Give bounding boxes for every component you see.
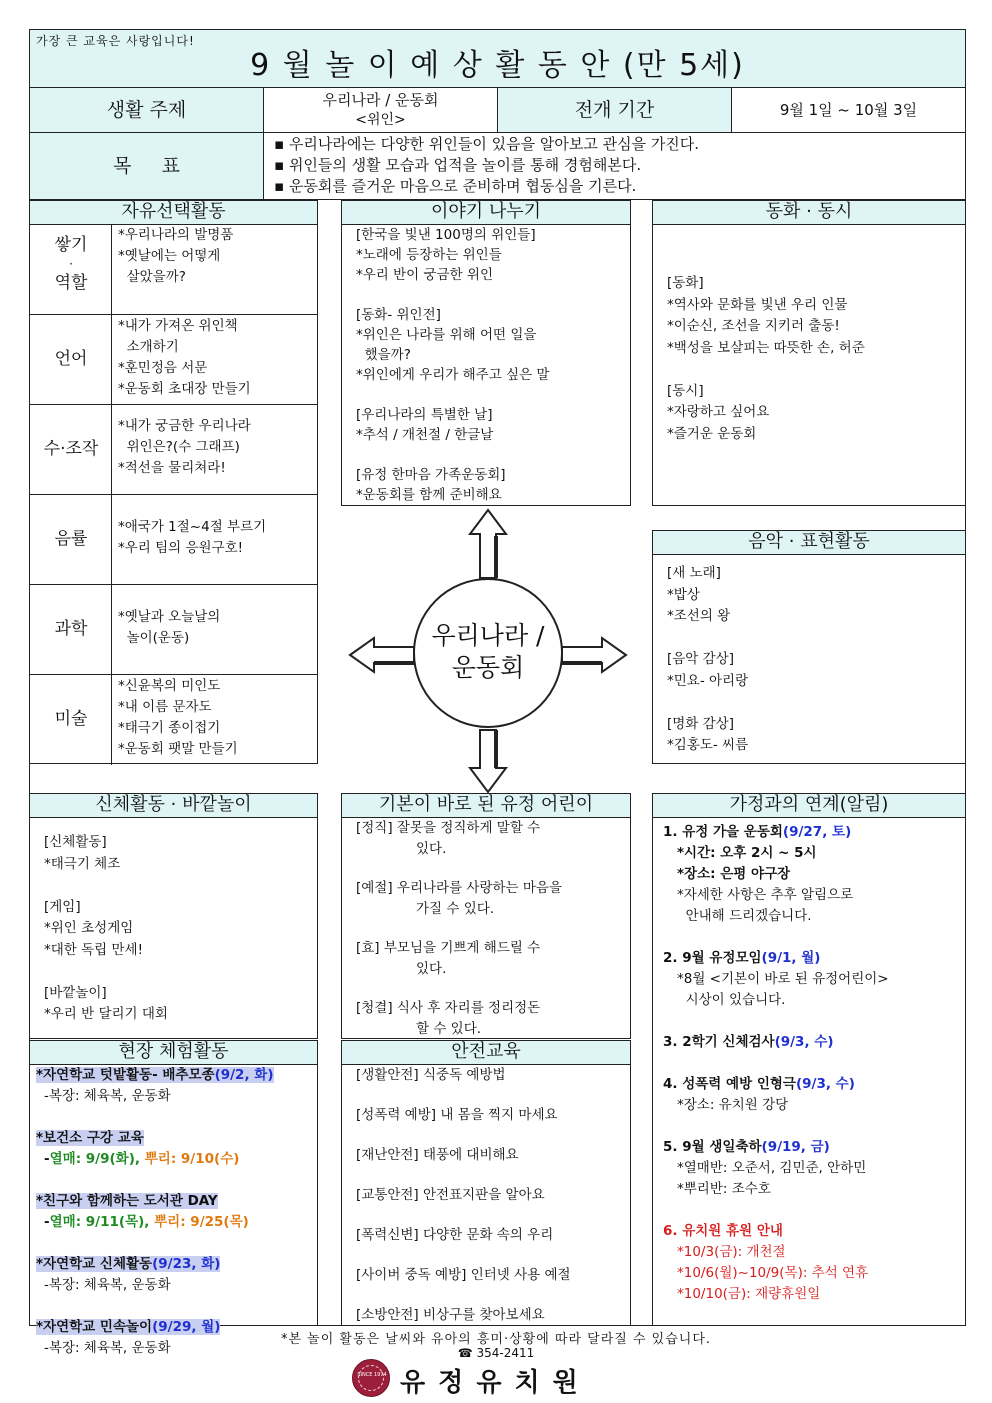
notice-5-date: (9/19, 금)	[761, 1139, 830, 1155]
list-item: *내 이름 문자도	[118, 699, 212, 715]
manner-text: 식사 후 자리를 정리정돈	[392, 1000, 541, 1016]
list-item: *김홍도- 씨름	[667, 737, 749, 753]
field-2-title: *보건소 구강 교육	[36, 1130, 144, 1146]
goal-list	[263, 132, 966, 200]
list-item: *추석 / 개천절 / 한글날	[356, 427, 494, 443]
safety-text: 다양한 문화 속의 우리	[418, 1227, 554, 1243]
area-label-science: 과학	[54, 619, 88, 639]
manner-text-cont: 있다.	[416, 841, 447, 857]
notice-1-note: *자세한 사항은 추후 알림으로	[677, 887, 854, 903]
spacer	[667, 692, 965, 714]
list-item: *운동회 팻말 만들기	[118, 741, 238, 757]
page-title: 9 월 놀 이 예 상 활 동 안 (만 5세)	[250, 48, 745, 83]
notice-4-date: (9/3, 수)	[795, 1076, 855, 1092]
field-item-3	[36, 1191, 317, 1212]
goal-item: ▪ 우리나라에는 다양한 위인들이 있음을 알아보고 관심을 가진다.	[274, 135, 700, 153]
theme-label: 생활 주제	[106, 99, 187, 121]
footer-note: *본 놀이 활동은 날씨와 유아의 흥미·상황에 따라 달라질 수 있습니다.	[280, 1332, 712, 1347]
area-items-blocks	[118, 225, 233, 288]
safety-tag: [성폭력 예방]	[356, 1107, 437, 1123]
goal-label: 목 표	[113, 155, 180, 177]
notice-1-date: (9/27, 토)	[782, 824, 852, 840]
area-items-music	[118, 517, 266, 559]
field-header	[29, 1040, 318, 1065]
field-2-note	[36, 1149, 317, 1170]
music-title: 음악 · 표현활동	[748, 531, 870, 552]
list-item: *밥상	[667, 586, 700, 603]
field-3-title: *친구와 함께하는 도서관 DAY	[36, 1193, 218, 1209]
notice-item-1	[663, 822, 965, 843]
list-item: *우리나라의 발명품	[118, 227, 234, 243]
spacer	[36, 1107, 317, 1128]
list-item: *태극기 체조	[44, 855, 121, 872]
notice-1-place: *장소: 은평 야구장	[677, 866, 791, 882]
field-item-2	[36, 1128, 317, 1149]
list-item: *내가 궁금한 우리나라	[118, 418, 251, 434]
list-item: *조선의 왕	[667, 608, 731, 624]
list-item: *애국가 1절~4절 부르기	[118, 519, 267, 535]
list-item: *백성을 보살피는 따뜻한 손, 허준	[667, 339, 865, 356]
manner-item	[356, 878, 630, 920]
notice-6-note-3: *10/10(금): 재량휴원일	[677, 1286, 821, 1302]
area-items-math	[118, 416, 251, 479]
notice-title: 가정과의 연계(알림)	[729, 794, 889, 815]
list-item: 살았을까?	[118, 269, 186, 285]
spacer	[663, 1011, 965, 1032]
manner-text-cont: 가질 수 있다.	[416, 901, 495, 917]
list-item: 했을까?	[356, 347, 411, 363]
field-3-yeolmae: 열매: 9/11(목),	[49, 1214, 150, 1230]
goal-text: 위인들의 생활 모습과 업적을 놀이를 통해 경험해본다.	[288, 156, 642, 174]
area-items-science	[118, 607, 220, 649]
area-items-language	[118, 316, 251, 400]
field-2-dash: -	[44, 1151, 50, 1167]
notice-1-note-2: 안내해 드리겠습니다.	[677, 908, 812, 924]
field-3-note	[36, 1212, 317, 1233]
notice-2-date: (9/1, 월)	[761, 950, 821, 966]
free-choice-header	[29, 200, 318, 225]
safety-tag: [폭력신변]	[356, 1227, 419, 1243]
notice-item-3	[663, 1032, 965, 1053]
manner-tag: [예절]	[356, 880, 393, 896]
theme-label-cell	[29, 87, 264, 133]
area-label-math: 수·조작	[43, 439, 99, 459]
safety-item	[356, 1065, 630, 1086]
theme-subvalue: <위인>	[355, 112, 406, 128]
arrow-left-icon	[348, 636, 416, 674]
notice-4-note: *장소: 유치원 강당	[677, 1097, 789, 1113]
notice-2-note-2: 시상이 있습니다.	[677, 992, 786, 1008]
spacer	[36, 1296, 317, 1317]
notice-3-date: (9/3, 수)	[774, 1034, 834, 1050]
list-item: *신윤복의 미인도	[118, 678, 221, 694]
field-title: 현장 체험활동	[118, 1041, 229, 1062]
goal-label-cell	[29, 132, 264, 200]
field-4-date: (9/23, 화)	[152, 1256, 221, 1272]
center-line-2: 운동회	[451, 653, 525, 682]
notice-item-5	[663, 1137, 965, 1158]
list-item: *우리 팀의 응원구호!	[118, 540, 244, 556]
section-heading: [동화- 위인전]	[356, 307, 441, 323]
spacer	[356, 445, 630, 465]
list-item: *훈민정음 서문	[118, 360, 208, 376]
manner-item	[356, 998, 630, 1040]
field-2-ppuri: 뿌리: 9/10(수)	[140, 1151, 240, 1167]
safety-title: 안전교육	[451, 1041, 521, 1062]
section-heading: [유정 한마음 가족운동회]	[356, 467, 506, 483]
section-heading: [게임]	[44, 898, 81, 915]
list-item: *태극기 종이접기	[118, 720, 221, 736]
list-item: *위인은 나라를 위해 어떤 일을	[356, 327, 537, 343]
field-1-date: (9/2, 화)	[214, 1067, 274, 1083]
list-item: 위인은?(수 그래프)	[118, 439, 240, 455]
list-item: *우리 반이 궁금한 위인	[356, 267, 493, 283]
story-header	[652, 200, 966, 225]
slogan: 가장 큰 교육은 사랑입니다!	[36, 34, 195, 48]
notice-4-title: 4. 성폭력 예방 인형극	[663, 1076, 796, 1092]
field-5-note: -복장: 체육복, 운동화	[44, 1340, 171, 1356]
logo-text: SINCE 1974	[357, 1372, 387, 1378]
section-heading: [음악 감상]	[667, 651, 734, 667]
list-item: *자랑하고 싶어요	[667, 404, 770, 420]
field-2-yeolmae: 열매: 9/9(화),	[49, 1151, 141, 1167]
notice-6-note-2: *10/6(월)~10/9(목): 추석 연휴	[677, 1265, 869, 1281]
safety-item	[356, 1145, 630, 1166]
period-label-cell	[497, 87, 732, 133]
list-item: *즐거운 운동회	[667, 425, 757, 442]
spacer	[44, 875, 317, 897]
goal-item: ▪ 운동회를 즐거운 마음으로 준비하며 협동심을 기른다.	[274, 177, 637, 195]
safety-text: 비상구를 찾아보세요	[418, 1307, 545, 1323]
safety-tag: [사이버 중독 예방]	[356, 1267, 467, 1283]
list-item: *노래에 등장하는 위인들	[356, 247, 502, 263]
list-item: *운동회를 함께 준비해요	[356, 487, 502, 503]
manner-tag: [청결]	[356, 1000, 393, 1016]
theme-value-cell	[263, 87, 498, 133]
section-heading: [명화 감상]	[667, 715, 734, 732]
school-logo	[352, 1359, 390, 1397]
list-item: *운동회 초대장 만들기	[118, 381, 251, 397]
period-label: 전개 기간	[574, 99, 655, 121]
manners-box	[341, 817, 631, 1039]
notice-1-title: 1. 유정 가을 운동회	[663, 824, 783, 840]
safety-text: 태풍에 대비해요	[418, 1147, 519, 1163]
field-item-4	[36, 1254, 317, 1275]
field-3-dash: -	[44, 1214, 50, 1230]
safety-item	[356, 1105, 630, 1126]
physical-header	[29, 793, 318, 818]
spacer	[663, 927, 965, 948]
area-items-art	[118, 676, 238, 760]
section-heading: [동시]	[667, 382, 704, 399]
safety-tag: [소방안전]	[356, 1307, 419, 1323]
section-heading: [새 노래]	[667, 565, 721, 581]
field-4-title: *자연학교 신체활동	[36, 1256, 153, 1272]
manners-title: 기본이 바로 된 유정 어린이	[378, 794, 594, 815]
story-title: 동화 · 동시	[765, 201, 853, 222]
list-item: 놀이(운동)	[118, 630, 190, 646]
music-header	[652, 530, 966, 555]
spacer	[36, 1233, 317, 1254]
free-choice-title: 자유선택활동	[121, 201, 226, 222]
field-1-title: *자연학교 텃밭활동- 배추모종	[36, 1067, 215, 1083]
notice-3-title: 3. 2학기 신체검사	[663, 1034, 775, 1050]
school-name: 유 정 유 치 원	[400, 1368, 580, 1398]
safety-text: 식중독 예방법	[418, 1067, 506, 1083]
list-item: *옛날에는 어떻게	[118, 248, 221, 264]
section-heading: [바깥놀이]	[44, 984, 107, 1001]
spacer	[663, 1053, 965, 1074]
notice-header	[652, 793, 966, 818]
list-item: *위인 초성게임	[44, 920, 134, 936]
section-heading: [한국을 빛낸 100명의 위인들]	[356, 227, 536, 243]
safety-text: 내 몸을 찍지 마세요	[436, 1107, 558, 1123]
list-item: *적선을 물리쳐라!	[118, 460, 226, 476]
spacer	[356, 385, 630, 405]
area-label-blocks	[30, 233, 112, 295]
list-item: *대한 독립 만세!	[44, 941, 143, 958]
list-item: *위인에게 우리가 해주고 싶은 말	[356, 367, 550, 383]
theme-value: 우리나라 / 운동회	[322, 91, 439, 109]
manner-item	[356, 818, 630, 860]
spacer	[667, 359, 965, 381]
arrow-up-icon	[466, 508, 510, 580]
footer-phone: ☎ 354-2411	[457, 1346, 535, 1360]
field-3-ppuri: 뿌리: 9/25(목)	[149, 1214, 249, 1230]
spacer	[36, 1170, 317, 1191]
safety-header	[341, 1040, 631, 1065]
safety-text: 인터넷 사용 예절	[466, 1267, 571, 1283]
section-heading: [신체활동]	[44, 834, 107, 850]
field-5-date: (9/29, 월)	[152, 1319, 221, 1335]
manner-text-cont: 있다.	[416, 961, 447, 977]
area-label-art: 미술	[54, 709, 88, 729]
safety-tag: [생활안전]	[356, 1067, 419, 1083]
safety-box	[341, 1064, 631, 1326]
logo-ring	[358, 1365, 384, 1391]
notice-5-note: *열매반: 오준서, 김민준, 안하민	[677, 1160, 867, 1176]
manner-text: 부모님을 기쁘게 해드릴 수	[379, 940, 541, 956]
spacer	[44, 961, 317, 983]
physical-title: 신체활동 · 바깥놀이	[95, 794, 252, 815]
goal-item: ▪ 위인들의 생활 모습과 업적을 놀이를 통해 경험해본다.	[274, 156, 642, 174]
list-item: *내가 가져온 위인책	[118, 318, 238, 334]
safety-item	[356, 1225, 630, 1246]
goal-text: 우리나라에는 다양한 위인들이 있음을 알아보고 관심을 가진다.	[288, 135, 700, 153]
physical-box	[29, 817, 318, 1039]
story-box	[652, 224, 966, 506]
talk-header	[341, 200, 631, 225]
spacer	[663, 1116, 965, 1137]
talk-box	[341, 224, 631, 506]
list-item: *우리 반 달리기 대회	[44, 1006, 168, 1022]
period-value: 9월 1일 ~ 10월 3일	[779, 101, 918, 119]
header-bar	[29, 29, 966, 88]
manner-item	[356, 938, 630, 980]
area-label-blocks-1: 쌓기	[54, 235, 88, 255]
list-item: *옛날과 오늘날의	[118, 609, 221, 625]
notice-item-6: 6. 유치원 휴원 안내	[663, 1223, 783, 1239]
field-item-1	[36, 1065, 317, 1086]
section-heading: [동화]	[667, 275, 704, 291]
area-label-blocks-3: 역할	[54, 273, 88, 293]
manner-tag: [정직]	[356, 820, 393, 836]
spacer	[356, 285, 630, 305]
area-label-music: 음률	[54, 529, 88, 549]
music-box	[652, 554, 966, 764]
field-4-note: -복장: 체육복, 운동화	[44, 1277, 171, 1293]
notice-1-time: *시간: 오후 2시 ~ 5시	[677, 845, 817, 861]
safety-tag: [교통안전]	[356, 1187, 419, 1203]
center-circle	[413, 578, 563, 728]
notice-box	[652, 817, 966, 1326]
spacer	[663, 1200, 965, 1221]
talk-title: 이야기 나누기	[430, 201, 542, 222]
notice-5-note-2: *뿌리반: 조수호	[677, 1181, 771, 1197]
center-line-1: 우리나라 /	[431, 621, 545, 650]
manner-text: 우리나라를 사랑하는 마음을	[392, 880, 562, 896]
arrow-right-icon	[560, 636, 628, 674]
section-heading: [우리나라의 특별한 날]	[356, 407, 493, 423]
manners-header	[341, 793, 631, 818]
manner-text-cont: 할 수 있다.	[416, 1021, 482, 1037]
field-5-title: *자연학교 민속놀이	[36, 1319, 153, 1335]
list-item: *이순신, 조선을 지키러 출동!	[667, 318, 840, 334]
field-box	[29, 1064, 318, 1356]
spacer	[667, 628, 965, 650]
area-label-language: 언어	[54, 349, 88, 369]
arrow-down-icon	[466, 728, 510, 794]
notice-item-4	[663, 1074, 965, 1095]
goal-text: 운동회를 즐거운 마음으로 준비하며 협동심을 기른다.	[288, 177, 637, 195]
safety-text: 안전표지판을 알아요	[418, 1187, 545, 1203]
notice-2-note: *8월 <기본이 바로 된 유정어린이>	[677, 971, 889, 987]
field-1-note: -복장: 체육복, 운동화	[44, 1088, 171, 1104]
period-value-cell	[731, 87, 966, 133]
list-item: 소개하기	[118, 339, 179, 355]
notice-2-title: 2. 9월 유정모임	[663, 950, 762, 966]
safety-item	[356, 1265, 630, 1286]
safety-item	[356, 1305, 630, 1326]
list-item: *역사와 문화를 빛낸 우리 인물	[667, 296, 848, 313]
safety-item	[356, 1185, 630, 1206]
manner-text: 잘못을 정직하게 말할 수	[392, 820, 541, 836]
notice-6-note: *10/3(금): 개천절	[677, 1244, 786, 1260]
area-label-blocks-2: ·	[69, 257, 73, 271]
notice-5-title: 5. 9월 생일축하	[663, 1139, 762, 1155]
safety-tag: [재난안전]	[356, 1147, 419, 1163]
free-choice-table	[29, 224, 318, 764]
notice-item-2	[663, 948, 965, 969]
list-item: *민요- 아리랑	[667, 672, 749, 689]
manner-tag: [효]	[356, 940, 380, 956]
